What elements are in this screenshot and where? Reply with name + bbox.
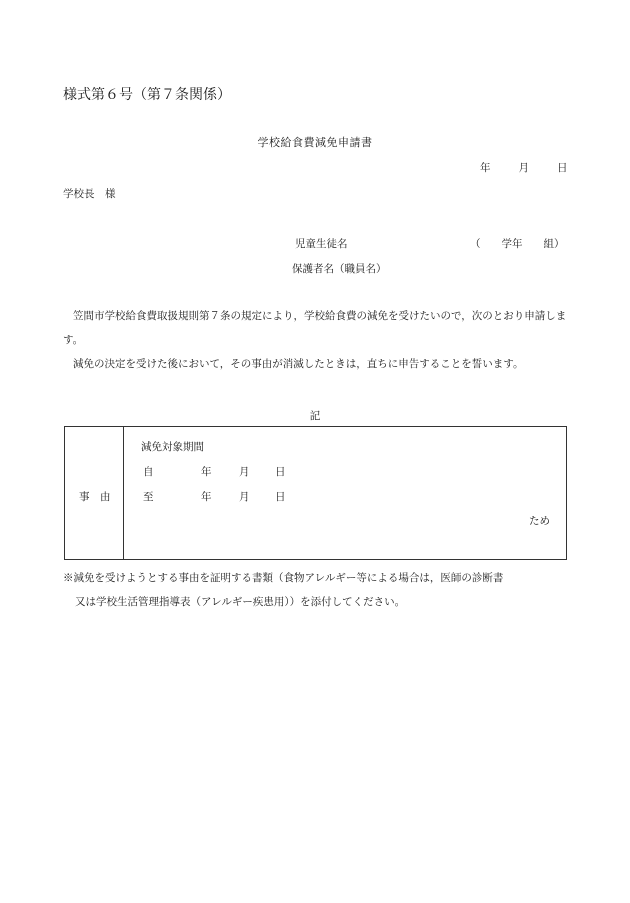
- grade-class-field: （ 学年 組）: [470, 238, 565, 250]
- table-divider: [123, 427, 124, 559]
- ki-heading: 記: [309, 410, 321, 422]
- to-label: 至: [143, 491, 154, 503]
- to-month: 月: [239, 491, 250, 503]
- period-label: 減免対象期間: [141, 441, 204, 453]
- document-title: 学校給食費減免申請書: [257, 136, 373, 149]
- addressee: 学校長 様: [63, 188, 116, 200]
- note-line-1: ※減免を受けようとする事由を証明する書類（食物アレルギー等による場合は，医師の診断書: [63, 572, 504, 584]
- to-year: 年: [201, 491, 212, 503]
- form-number: 様式第６号（第７条関係）: [63, 87, 231, 103]
- date-year: 年: [480, 162, 491, 174]
- attachment-note: [63, 566, 573, 614]
- from-day: 日: [275, 466, 286, 478]
- to-day: 日: [275, 491, 286, 503]
- date-month: 月: [518, 162, 529, 174]
- body-paragraph-1: 笠間市学校給食費取扱規則第７条の規定により，学校給食費の減免を受けたいので，次のとおり申請します。: [63, 310, 567, 346]
- guardian-name-label: 保護者名（職員名）: [292, 263, 387, 275]
- reason-label: 事 由: [79, 491, 111, 503]
- tame-suffix: ため: [529, 515, 550, 527]
- from-label: 自: [143, 466, 154, 478]
- date-line: [480, 160, 568, 175]
- date-day: 日: [557, 162, 568, 174]
- from-month: 月: [239, 466, 250, 478]
- reason-table: [64, 426, 567, 560]
- note-line-2: 又は学校生活管理指導表（アレルギー疾患用））を添付してください。: [75, 596, 406, 608]
- from-year: 年: [201, 466, 212, 478]
- student-name-label: 児童生徒名: [295, 238, 348, 250]
- body-paragraph-2: 減免の決定を受けた後において，その事由が消滅したときは，直ちに申告することを誓います。: [73, 358, 524, 370]
